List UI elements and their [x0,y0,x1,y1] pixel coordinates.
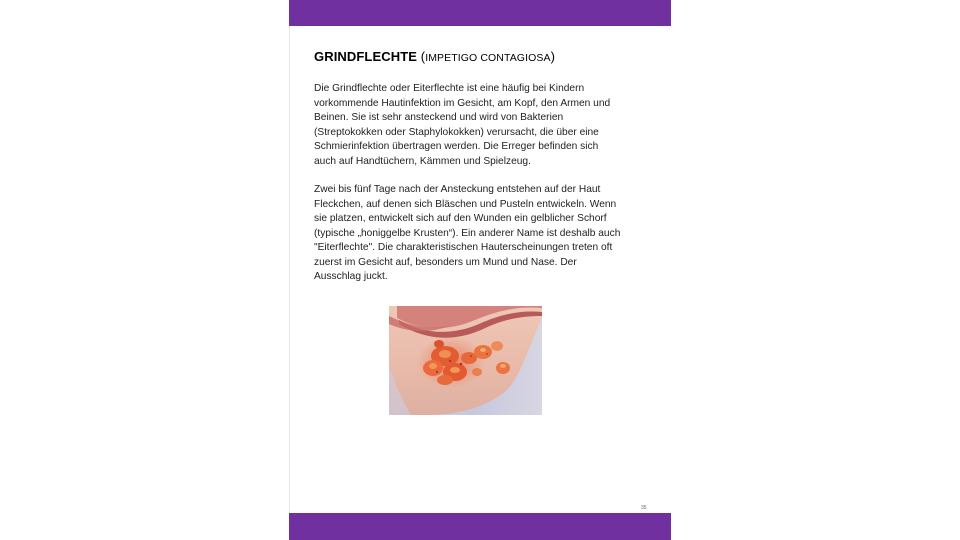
paragraph-description: Die Grindflechte oder Eiterflechte ist eine häufig bei Kindern vorkommende Hautinfektion im Gesicht, am Kopf, den Armen und Beinen. Sie ist sehr ansteckend und wird von Bakterien (Streptokokken oder Staphylokokken) verursacht, die über eine Schmierinfektion übertragen werden. Die Erreger befinden sich auch auf Handtüchern, Kämmen und Spielzeug. [314,83,611,167]
title-subtitle: IMPETIGO CONTAGIOSA [425,52,551,64]
page-number: 35 [641,505,647,511]
page-title [314,49,555,64]
title-open-paren: ( [420,49,426,64]
title-main: GRINDFLECHTE [314,49,418,64]
title-close-paren: ) [550,49,556,64]
paragraph-symptoms: Zwei bis fünf Tage nach der Ansteckung entstehen auf der Haut Fleckchen, auf denen sich Bläschen und Pusteln entwickeln. Wenn sie platzen, entwickelt sich auf den Wunden ein gelblicher Schorf (typische „honiggelbe Krusten“). Ein anderer Name ist deshalb auch "Eiterflechte". Die charakteristischen Hauterscheinungen treten oft zuerst im Gesicht auf, besonders um Mund und Nase. Der Ausschlag juckt. [314,184,621,282]
header-band [289,0,671,26]
impetigo-lesion-photo [389,306,542,415]
footer-band [289,513,671,540]
